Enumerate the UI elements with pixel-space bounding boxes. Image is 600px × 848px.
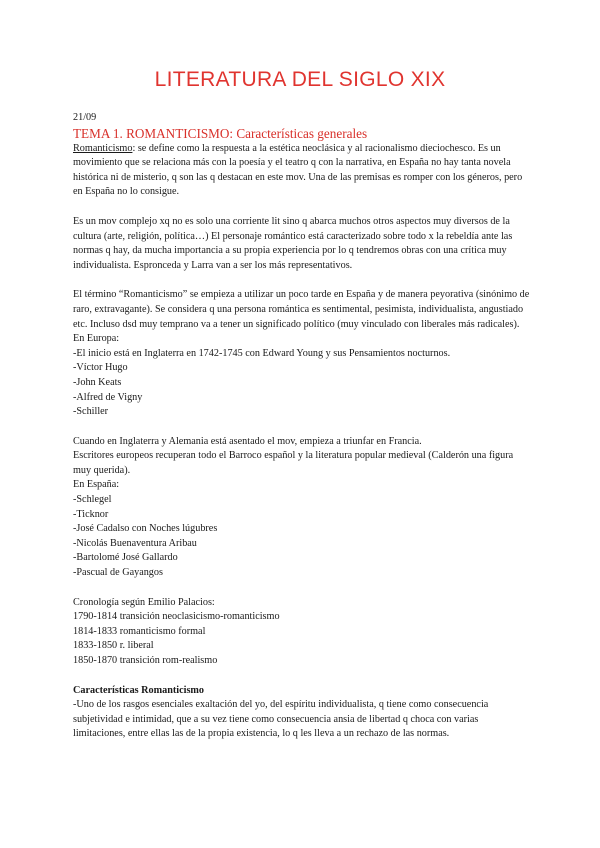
intro-paragraph <box>73 142 533 200</box>
list-item: -Nicolás Buenaventura Aribau <box>73 537 197 549</box>
paragraph-term-origin: El término “Romanticismo” se empieza a utilizar un poco tarde en España y de manera peyorativa (sinónimo de raro, extravagante). Se considera q una persona romántica es sentimental, pesimista, individualista, angustiado etc. Incluso dsd muy temprano va a tener un significado político (muy vinculado con liberales más radicales). <box>73 289 530 330</box>
paragraph-spread-line1: Cuando en Inglaterra y Alemania está asentado el mov, empieza a triunfar en Francia. <box>73 435 422 447</box>
spain-list <box>73 478 533 580</box>
document-body <box>73 111 533 742</box>
list-item: -Alfred de Vigny <box>73 391 143 403</box>
paragraph-spread-line2: Escritores europeos recuperan todo el Barroco español y la literatura popular medieval (Calderón una figura muy querida). <box>73 450 514 476</box>
list-item: -Pascual de Gayangos <box>73 567 163 579</box>
characteristics-heading: Características Romanticismo <box>73 684 204 696</box>
list-item: -José Cadalso con Noches lúgubres <box>73 523 218 535</box>
europe-list <box>73 332 533 420</box>
europe-heading: En Europa: <box>73 333 120 345</box>
list-item: 1814-1833 romanticismo formal <box>73 625 206 637</box>
date-label: 21/09 <box>73 112 97 123</box>
section-title: TEMA 1. ROMANTICISMO: Características generales <box>73 125 368 141</box>
list-item: -Víctor Hugo <box>73 362 128 374</box>
list-item: 1790-1814 transición neoclasicismo-romanticismo <box>73 611 280 623</box>
list-item: -Schlegel <box>73 494 112 506</box>
chronology-list <box>73 596 533 669</box>
list-item: 1850-1870 transición rom-realismo <box>73 655 218 666</box>
romanticismo-term: Romanticismo <box>73 142 133 154</box>
paragraph-complexity: Es un mov complejo xq no es solo una corriente lit sino q abarca muchos otros aspectos muy diversos de la cultura (arte, religión, política…) El personaje romántico está caracterizado sobre todo x la rebeldía ante las normas q hay, da mucha importancia a su propia experiencia por lo q tendremos obras con una crítica muy individualista. Espronceda y Larra van a ser los más representativos. <box>73 215 513 271</box>
characteristics-paragraph: -Uno de los rasgos esenciales exaltación del yo, del espíritu individualista, q tiene como consecuencia subjetividad e intimidad, que a su vez tiene como consecuencia ansia de libertad q choca con varias limitaciones, entre ellas las de la propia existencia, lo q les lleva a un rechazo de las normas. <box>73 699 489 740</box>
document-title: LITERATURA DEL SIGLO XIX <box>154 68 446 91</box>
list-item: 1833-1850 r. liberal <box>73 640 154 652</box>
romanticismo-definition: : se define como la respuesta a la estética neoclásica y al racionalismo dieciochesco. Es un movimiento que se relaciona más con la poesía y el teatro q con la narrativa, en España no hay tanta novela histórica ni de misterio, q son las q destacan en este mov. Una de las premisas es romper con los géneros, pero en España no lo consigue. <box>73 142 523 198</box>
spain-heading: En España: <box>73 479 120 491</box>
list-item: -Bartolomé José Gallardo <box>73 552 178 564</box>
list-item: -John Keats <box>73 376 122 388</box>
list-item: -Schiller <box>73 406 109 418</box>
list-item: -Ticknor <box>73 508 109 520</box>
list-item: -El inicio está en Inglaterra en 1742-1745 con Edward Young y sus Pensamientos nocturnos. <box>73 347 451 359</box>
chronology-heading: Cronología según Emilio Palacios: <box>73 596 215 608</box>
